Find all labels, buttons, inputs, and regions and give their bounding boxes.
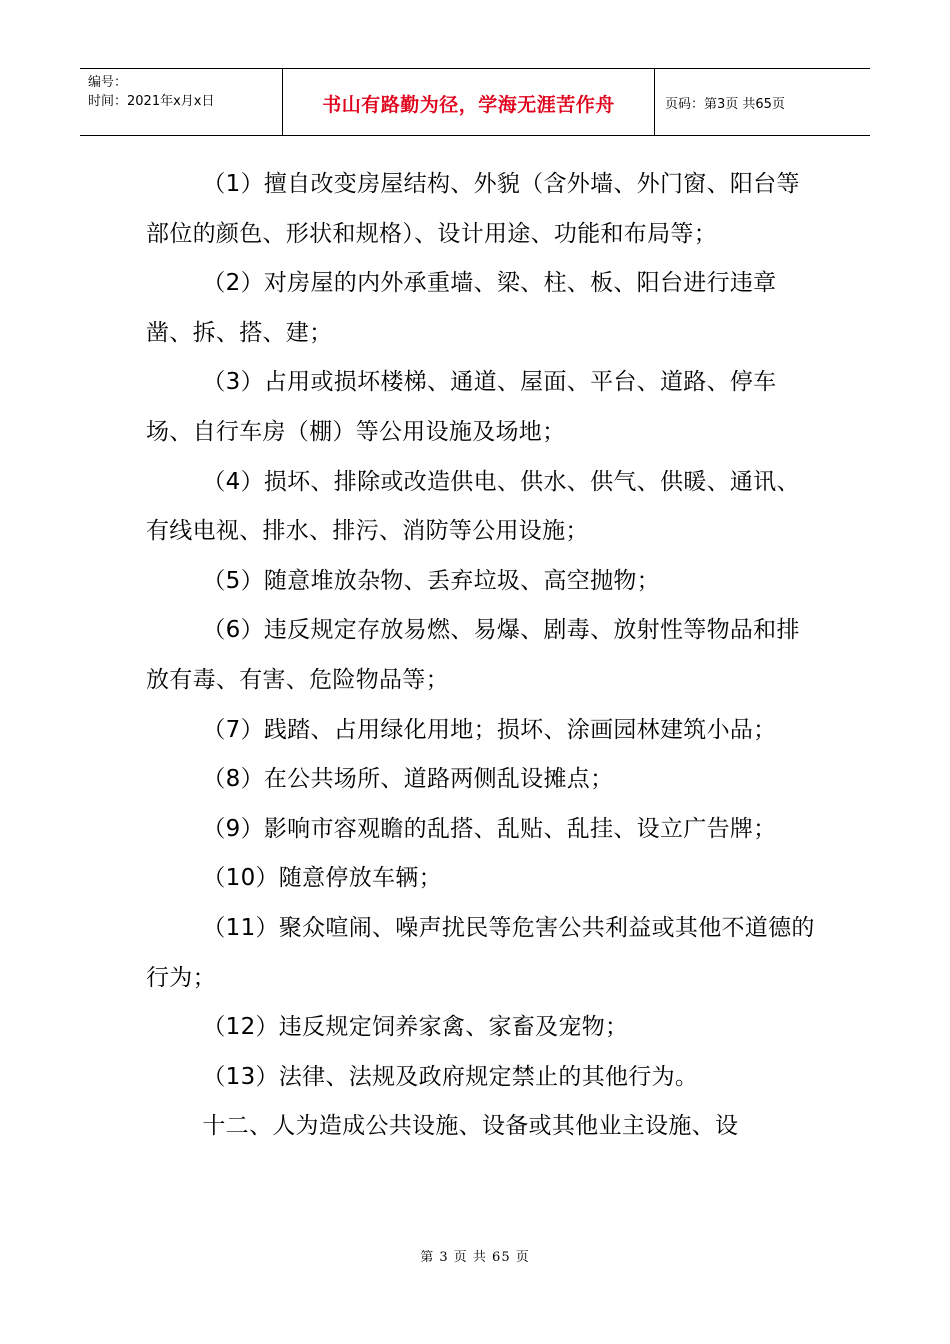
paragraph: （13）法律、法规及政府规定禁止的其他行为。 [202, 1063, 699, 1090]
paragraph: （3）占用或损坏楼梯、通道、屋面、平台、道路、停车场、自行车房（棚）等公用设施及场地； [146, 369, 777, 445]
paragraph: （10）随意停放车辆； [202, 865, 442, 892]
document-number-label: 编号： [88, 75, 128, 90]
paragraph: （5）随意堆放杂物、丢弃垃圾、高空抛物； [202, 567, 660, 594]
header-meta [80, 69, 282, 135]
paragraph: （8）在公共场所、道路两侧乱设摊点； [202, 766, 614, 793]
paragraph: （4）损坏、排除或改造供电、供水、供气、供暖、通讯、有线电视、排水、排污、消防等公用设施； [146, 468, 800, 545]
page-header [80, 68, 870, 136]
paragraph: （9）影响市容观瞻的乱搭、乱贴、乱挂、设立广告牌； [202, 815, 777, 842]
paragraph: （12）违反规定饲养家禽、家畜及宠物； [202, 1014, 629, 1041]
paragraph: （1）擅自改变房屋结构、外貌（含外墙、外门窗、阳台等部位的颜色、形状和规格）、设计用途、功能和布局等； [146, 171, 800, 247]
document-body [146, 160, 816, 1152]
header-motto: 书山有路勤为径，学海无涯苦作舟 [282, 69, 655, 135]
document-date-label: 时间：2021年x月x日 [88, 94, 215, 109]
paragraph: （6）违反规定存放易燃、易爆、剧毒、放射性等物品和排放有毒、有害、危险物品等； [146, 617, 800, 693]
header-page-info: 页码：第3页 共65页 [665, 96, 785, 112]
section-heading-paragraph: 十二、人为造成公共设施、设备或其他业主设施、设 [202, 1113, 739, 1140]
paragraph: （11）聚众喧闹、噪声扰民等危害公共利益或其他不道德的行为； [146, 914, 815, 991]
paragraph: （2）对房屋的内外承重墙、梁、柱、板、阳台进行违章凿、拆、搭、建； [146, 270, 777, 346]
page-footer: 第 3 页 共 65 页 [420, 1250, 530, 1265]
paragraph: （7）践踏、占用绿化用地；损坏、涂画园林建筑小品； [202, 716, 777, 743]
